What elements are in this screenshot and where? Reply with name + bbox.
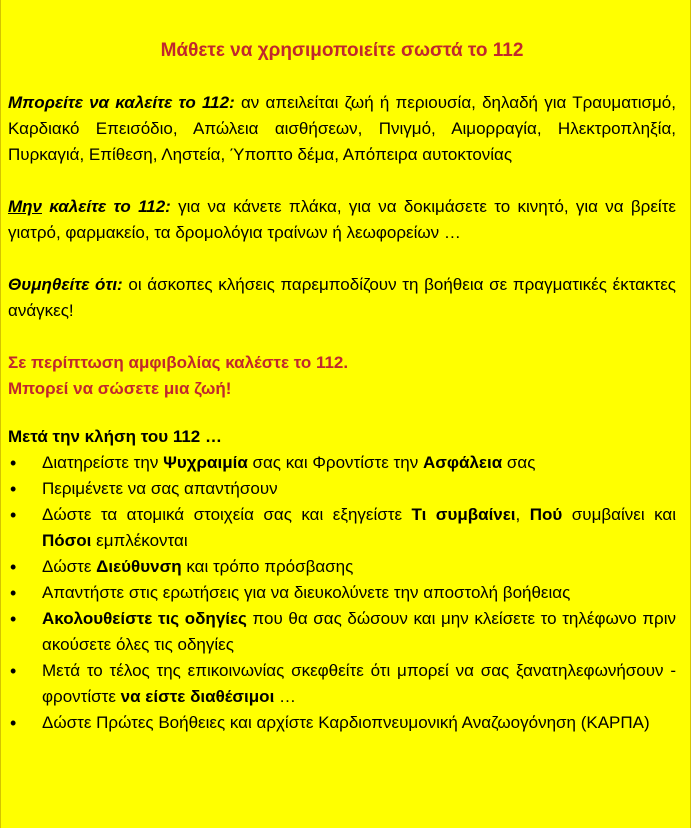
list-item [8, 580, 676, 606]
list-item-text: Μετά το τέλος της επικοινωνίας σκεφθείτε ότι μπορεί να σας ξανατηλεφωνήσουν - φροντίστε [42, 661, 676, 706]
remember-text: οι άσκοπες κλήσεις παρεμποδίζουν τη βοήθεια σε πραγματικές έκτακτες ανάγκες! [8, 275, 676, 320]
list-item-text: εμπλέκονται [91, 531, 188, 550]
list-item-text: Δώστε Πρώτες Βοήθειες και αρχίστε Καρδιοπνευμονική Αναζωογόνηση (ΚΑΡΠΑ) [42, 713, 650, 732]
when-not-to-call-text: για να κάνετε πλάκα, για να δοκιμάσετε το κινητό, για να βρείτε γιατρό, φαρμακείο, τα δρομολόγια τραίνων ή λεωφορείων … [8, 197, 676, 242]
list-item [8, 554, 676, 580]
remember-lead: Θυμηθείτε ότι: [8, 275, 123, 294]
list-item-emphasis: Ακολουθείστε τις οδηγίες [42, 609, 247, 628]
list-item-text: σας [502, 453, 536, 472]
list-item [8, 502, 676, 554]
list-item-emphasis: να είστε διαθέσιμοι [120, 687, 275, 706]
doubt-line-1: Σε περίπτωση αμφιβολίας καλέστε το 112. [8, 353, 349, 372]
when-to-call-paragraph [8, 90, 676, 168]
list-item-text: Περιμένετε να σας απαντήσουν [42, 479, 278, 498]
list-item-text: συμβαίνει και [562, 505, 677, 524]
list-item-text: που θα σας δώσουν και μην κλείσετε το τηλέφωνο πριν ακούσετε όλες τις οδηγίες [42, 609, 676, 654]
list-item [8, 710, 676, 736]
list-item [8, 658, 676, 710]
after-call-list [8, 450, 676, 736]
when-to-call-lead: Μπορείτε να καλείτε το 112: [8, 93, 235, 112]
when-to-call-text: αν απειλείται ζωή ή περιουσία, δηλαδή για Τραυματισμό, Καρδιακό Επεισόδιο, Απώλεια αισθήσεων, Πνιγμό, Αιμορραγία, Ηλεκτροπληξία, Πυρκαγιά, Επίθεση, Ληστεία, Ύποπτο δέμα, Απόπειρα αυτοκτονίας [8, 93, 676, 164]
list-item-emphasis: Πόσοι [42, 531, 92, 550]
list-item [8, 476, 676, 502]
list-item [8, 606, 676, 658]
list-item-text: σας και Φροντίστε την [247, 453, 423, 472]
list-item-text: Απαντήστε στις ερωτήσεις για να διευκολύνετε την αποστολή βοήθειας [42, 583, 571, 602]
doubt-notice [8, 350, 676, 402]
list-item [8, 450, 676, 476]
list-item-emphasis: Ασφάλεια [422, 453, 503, 472]
list-item-text: Δώστε τα ατομικά στοιχεία σας και εξηγείστε [42, 505, 412, 524]
list-item-text: … [274, 687, 297, 706]
doubt-line-2: Μπορεί να σώσετε μια ζωή! [8, 379, 232, 398]
list-item-emphasis: Πού [529, 505, 563, 524]
list-item-text: Διατηρείστε την [42, 453, 164, 472]
list-item-text: , [515, 505, 530, 524]
when-not-to-call-lead-negation: Μην [8, 197, 42, 216]
when-not-to-call-lead: καλείτε το 112: [42, 197, 171, 216]
remember-paragraph [8, 272, 676, 324]
list-item-emphasis: Διεύθυνση [96, 557, 182, 576]
when-not-to-call-paragraph [8, 194, 676, 246]
page-title: Μάθετε να χρησιμοποιείτε σωστά το 112 [160, 40, 524, 61]
list-item-text: και τρόπο πρόσβασης [181, 557, 354, 576]
list-item-text: Δώστε [42, 557, 97, 576]
list-item-emphasis: Τι συμβαίνει [411, 505, 516, 524]
after-call-heading: Μετά την κλήση του 112 … [8, 427, 222, 446]
list-item-emphasis: Ψυχραιμία [163, 453, 248, 472]
